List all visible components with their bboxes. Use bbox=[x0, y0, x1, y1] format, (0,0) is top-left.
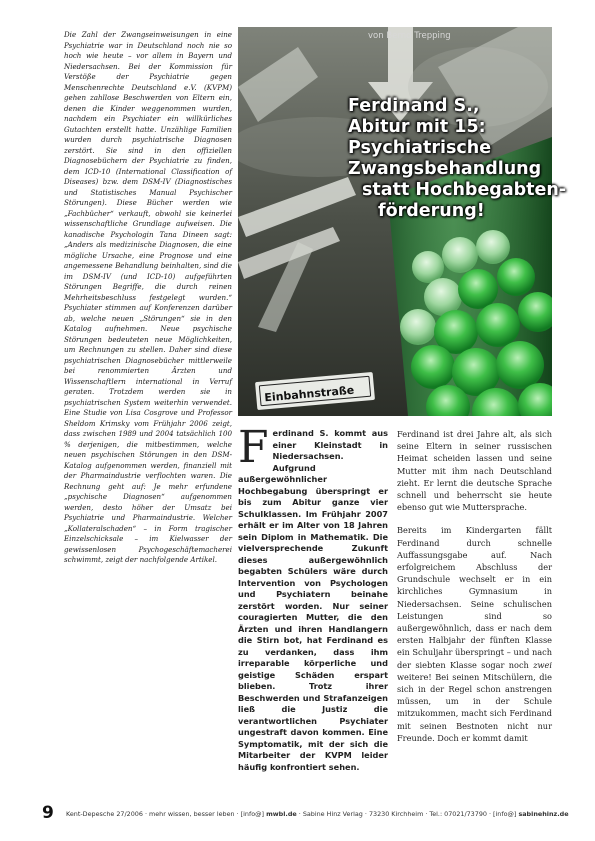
intro-text: Die Zahl der Zwangseinweisungen in eine Psychiatrie war in Deutschland noch nie so hoch wie heute – vor allem in Bayern und Niedersachsen. Bei der Kommission für Verstöße der Psychiatrie gegen Menschenrechte Deutschland e.V. (KVPM) gehen zahllose Beschwerden von Eltern ein, denen die Kinder weggenommen wurden, nachdem ein Psychiater ein willkürliches Gutachten erstellt hatte. Unzählige Familien wurden durch psychiatrische Diagnosen zerstört. Sie sind in den offiziellen Diagnosebüchern der Psychiatrie zu finden, dem ICD-10 (International Classification of Diseases) bzw. dem DSM-IV (Diagnostisches und Statistisches Manual Psychischer Störungen). Diese Bücher werden wie „Fachbücher“ verkauft, obwohl sie keinerlei wissenschaftliche Grundlage aufweisen. Die kanadische Psychologin Tana Dineen sagt: „Anders als medizinische Diagnosen, die eine mögliche Ursache, eine Prognose und eine angemessene Behandlung beinhalten, sind die im DSM-IV (und ICD-10) aufgeführten Störungen Begriffe, die durch reinen Mehrheitsbeschluss festgelegt wurden.“ Psychiater stimmen auf Konferenzen darüber ab, welche neuen „Störungen“ sie in den Katalog aufnehmen. Neue psychische Störungen bedeuteten neue Möglichkeiten, um Rechnungen zu stellen. Daher sind diese psychiatrischen Diagnosebücher mittlerweile bei renommierten Ärzten und Wissenschaftlern international in Verruf geraten. Trotzdem werden sie in psychiatrischen System weiterhin verwendet. Eine Studie von Lisa Cosgrove und Professor Sheldom Krimsky vom Frühjahr 2006 zeigt, dass zwischen 1989 und 2004 tatsächlich 100 % derjenigen, die mitbestimmen, welche neuen psychischen Störungen in den DSM-Katalog aufgenommen werden, finanziell mit der Pharmaindustrie verflochten waren. Die Rechnung geht auf: Je mehr erfundene „psychische Diagnosen“ aufgenommen werden, desto höher der Umsatz bei Psychiatrie und Pharmaindustrie. Welcher „Kollateralschaden“ – in Form tragischer Einzelschicksale – im Kielwasser der gewissenlosen Psychogeschäftemacherei schwimmt, zeigt der nachfolgende Artikel. bbox=[64, 30, 232, 564]
headline-line: Abitur mit 15: bbox=[348, 117, 486, 137]
emphasis-text: zwei bbox=[533, 659, 552, 670]
footer-text: Kent-Depesche 27/2006 · mehr wissen, besser leben · [info@] bbox=[66, 810, 267, 818]
page-number: 9 bbox=[42, 803, 54, 823]
lead-text: erdinand S. kommt aus einer Kleinstadt in Niedersachsen. Aufgrund außergewöhnlicher Hochbegabung überspringt er bis zum Abitur ganze vier Schulklassen. Im Frühjahr 2007 erhält er im Alter von 18 Jahren sein Diplom in Mathematik. Die vielversprechende Zukunft dieses außergewöhnlich begabten Schülers wäre durch Intervention von Psychologen und Psychiatern beinahe zerstört worden. Nur seiner couragierten Mutter, die den Ärzten und ihren Handlangern die Stirn bot, hat Ferdinand es zu verdanken, dass ihm irreparable körperliche und geistige Schäden erspart blieben. Trotz ihrer Beschwerden und Strafanzeigen ließ die Justiz die verantwortlichen Psychiater ungestraft davon kommen. Eine Symptomatik, mit der sich die Mitarbeiter der KVPM leider häufig konfrontiert sehen. bbox=[238, 428, 388, 772]
body-paragraph bbox=[397, 524, 552, 744]
footer-link[interactable]: mwbl.de bbox=[266, 810, 297, 818]
headline-line: statt Hochbegabten- bbox=[362, 180, 567, 200]
body-text: weitere! Bei seinen Mitschülern, die sich in der Regel schon anstrengen müssen, um in der Schule mitzukommen, macht sich Ferdinand mit seinen Bestnoten nicht nur Freunde. Doch er kommt damit bbox=[397, 671, 552, 743]
headline-line: förderung! bbox=[378, 201, 485, 221]
intro-sidebar bbox=[64, 30, 232, 566]
body-column bbox=[397, 428, 552, 744]
footer-link[interactable]: sabinehinz.de bbox=[518, 810, 569, 818]
headline-line: Ferdinand S., bbox=[348, 96, 480, 116]
drop-cap: F bbox=[238, 422, 269, 473]
page-footer bbox=[66, 810, 569, 818]
headline-line: Zwangsbehandlung bbox=[348, 159, 542, 179]
footer-text: · Sabine Hinz Verlag · 73230 Kirchheim · Tel.: 07021/73790 · [info@] bbox=[296, 810, 519, 818]
article-headline bbox=[348, 96, 567, 222]
sign-text: Einbahnstraße bbox=[263, 383, 355, 405]
lead-column bbox=[238, 422, 388, 773]
body-text: Bereits im Kindergarten fällt Ferdinand durch schnelle Auffassungsgabe auf. Nach erfolgreichem Abschluss der Grundschule wechselt er in ein kirchliches Gymnasium in Niedersachsen. Seine schulischen Leistungen sind so außergewöhnlich, dass er nach dem ersten Halbjahr der fünften Klasse ein Schuljahr überspringt – und nach der siebten Klasse sogar noch bbox=[397, 525, 552, 670]
author-byline: von Bernd Trepping bbox=[368, 31, 451, 41]
headline-line: Psychiatrische bbox=[348, 138, 492, 158]
lead-paragraph bbox=[238, 422, 388, 773]
body-paragraph: Ferdinand ist drei Jahre alt, als sich seine Eltern in seiner russischen Heimat scheiden lassen und seine Mutter mit ihm nach Deutschland zieht. Er lernt die deutsche Sprache schnell und beherrscht sie heute ebenso gut wie Muttersprache. bbox=[397, 429, 552, 513]
